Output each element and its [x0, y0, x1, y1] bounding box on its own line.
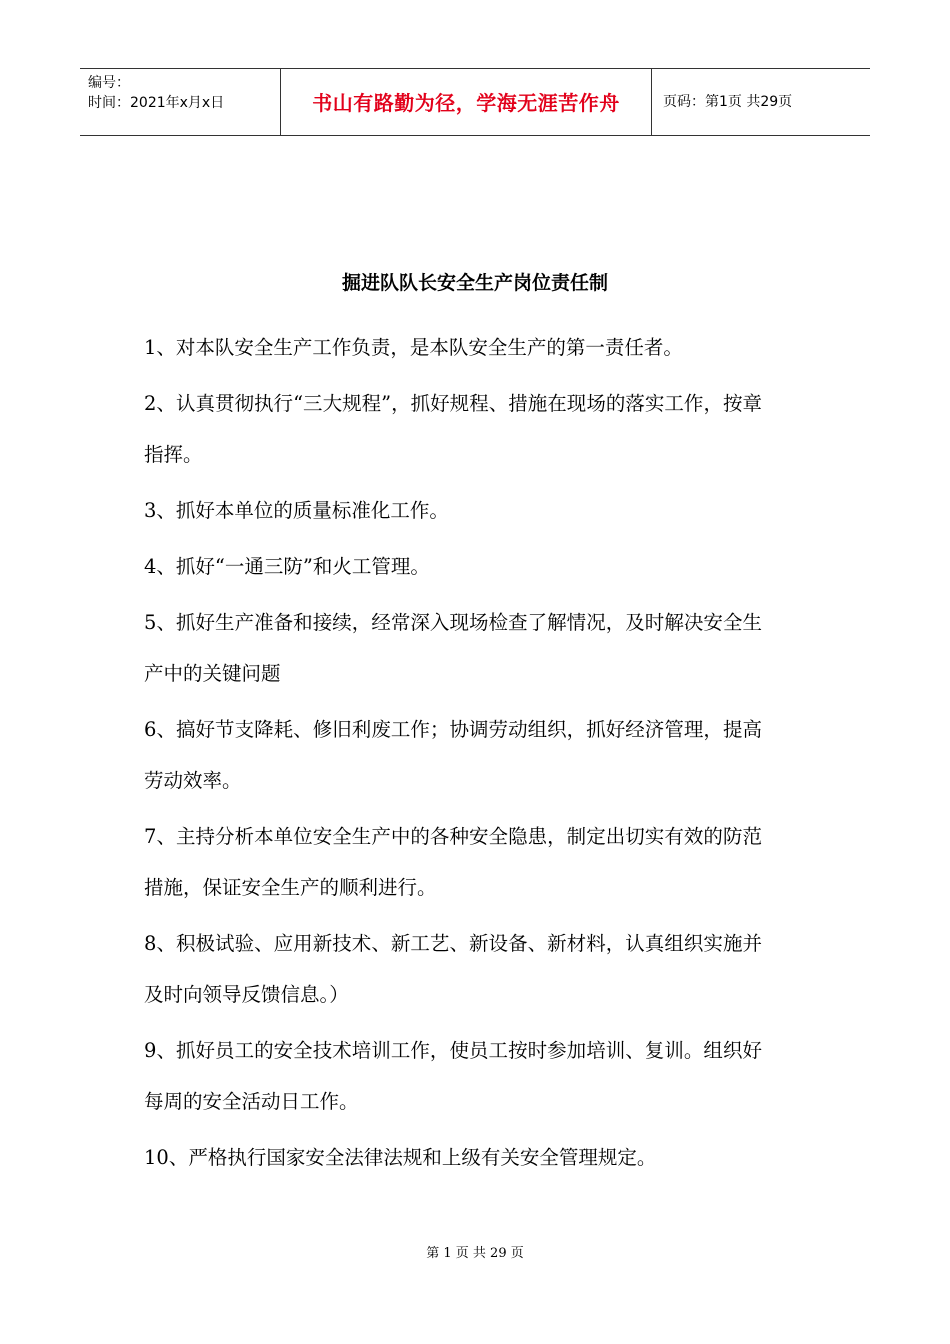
page-footer: 第 1 页 共 29 页	[426, 1246, 524, 1261]
header-meta-cell	[80, 69, 281, 135]
paragraph-item: 3、抓好本单位的质量标准化工作。	[144, 499, 449, 522]
paragraph-item: 7、主持分析本单位安全生产中的各种安全隐患，制定出切实有效的防范措施，保证安全生产的顺利进行。	[144, 825, 762, 899]
paragraph-item: 4、抓好“一通三防”和火工管理。	[144, 555, 430, 578]
document-body	[144, 322, 762, 1188]
document-title: 掘进队队长安全生产岗位责任制	[341, 272, 608, 294]
header-motto-cell	[281, 69, 652, 135]
paragraph-item: 1、对本队安全生产工作负责，是本队安全生产的第一责任者。	[144, 336, 683, 359]
paragraph-item: 8、积极试验、应用新技术、新工艺、新设备、新材料，认真组织实施并及时向领导反馈信息。）	[144, 932, 762, 1006]
paragraph-item: 5、抓好生产准备和接续，经常深入现场检查了解情况，及时解决安全生产中的关键问题	[144, 611, 762, 685]
paragraph-item: 6、搞好节支降耗、修旧利废工作；协调劳动组织，抓好经济管理，提高劳动效率。	[144, 718, 762, 792]
paragraph-item: 2、认真贯彻执行“三大规程”，抓好规程、措施在现场的落实工作，按章指挥。	[144, 392, 762, 466]
header-page-info: 页码：第1页 共29页	[663, 94, 793, 110]
paragraph-item: 10、严格执行国家安全法律法规和上级有关安全管理规定。	[144, 1146, 657, 1169]
paragraph-item: 9、抓好员工的安全技术培训工作，使员工按时参加培训、复训。组织好每周的安全活动日工作。	[144, 1039, 762, 1113]
document-number-label: 编号：	[88, 75, 130, 91]
header-page-cell	[652, 69, 870, 135]
document-time-label: 时间：2021年x月x日	[88, 95, 225, 111]
header-motto: 书山有路勤为径，学海无涯苦作舟	[312, 90, 620, 115]
page-header	[80, 68, 870, 136]
